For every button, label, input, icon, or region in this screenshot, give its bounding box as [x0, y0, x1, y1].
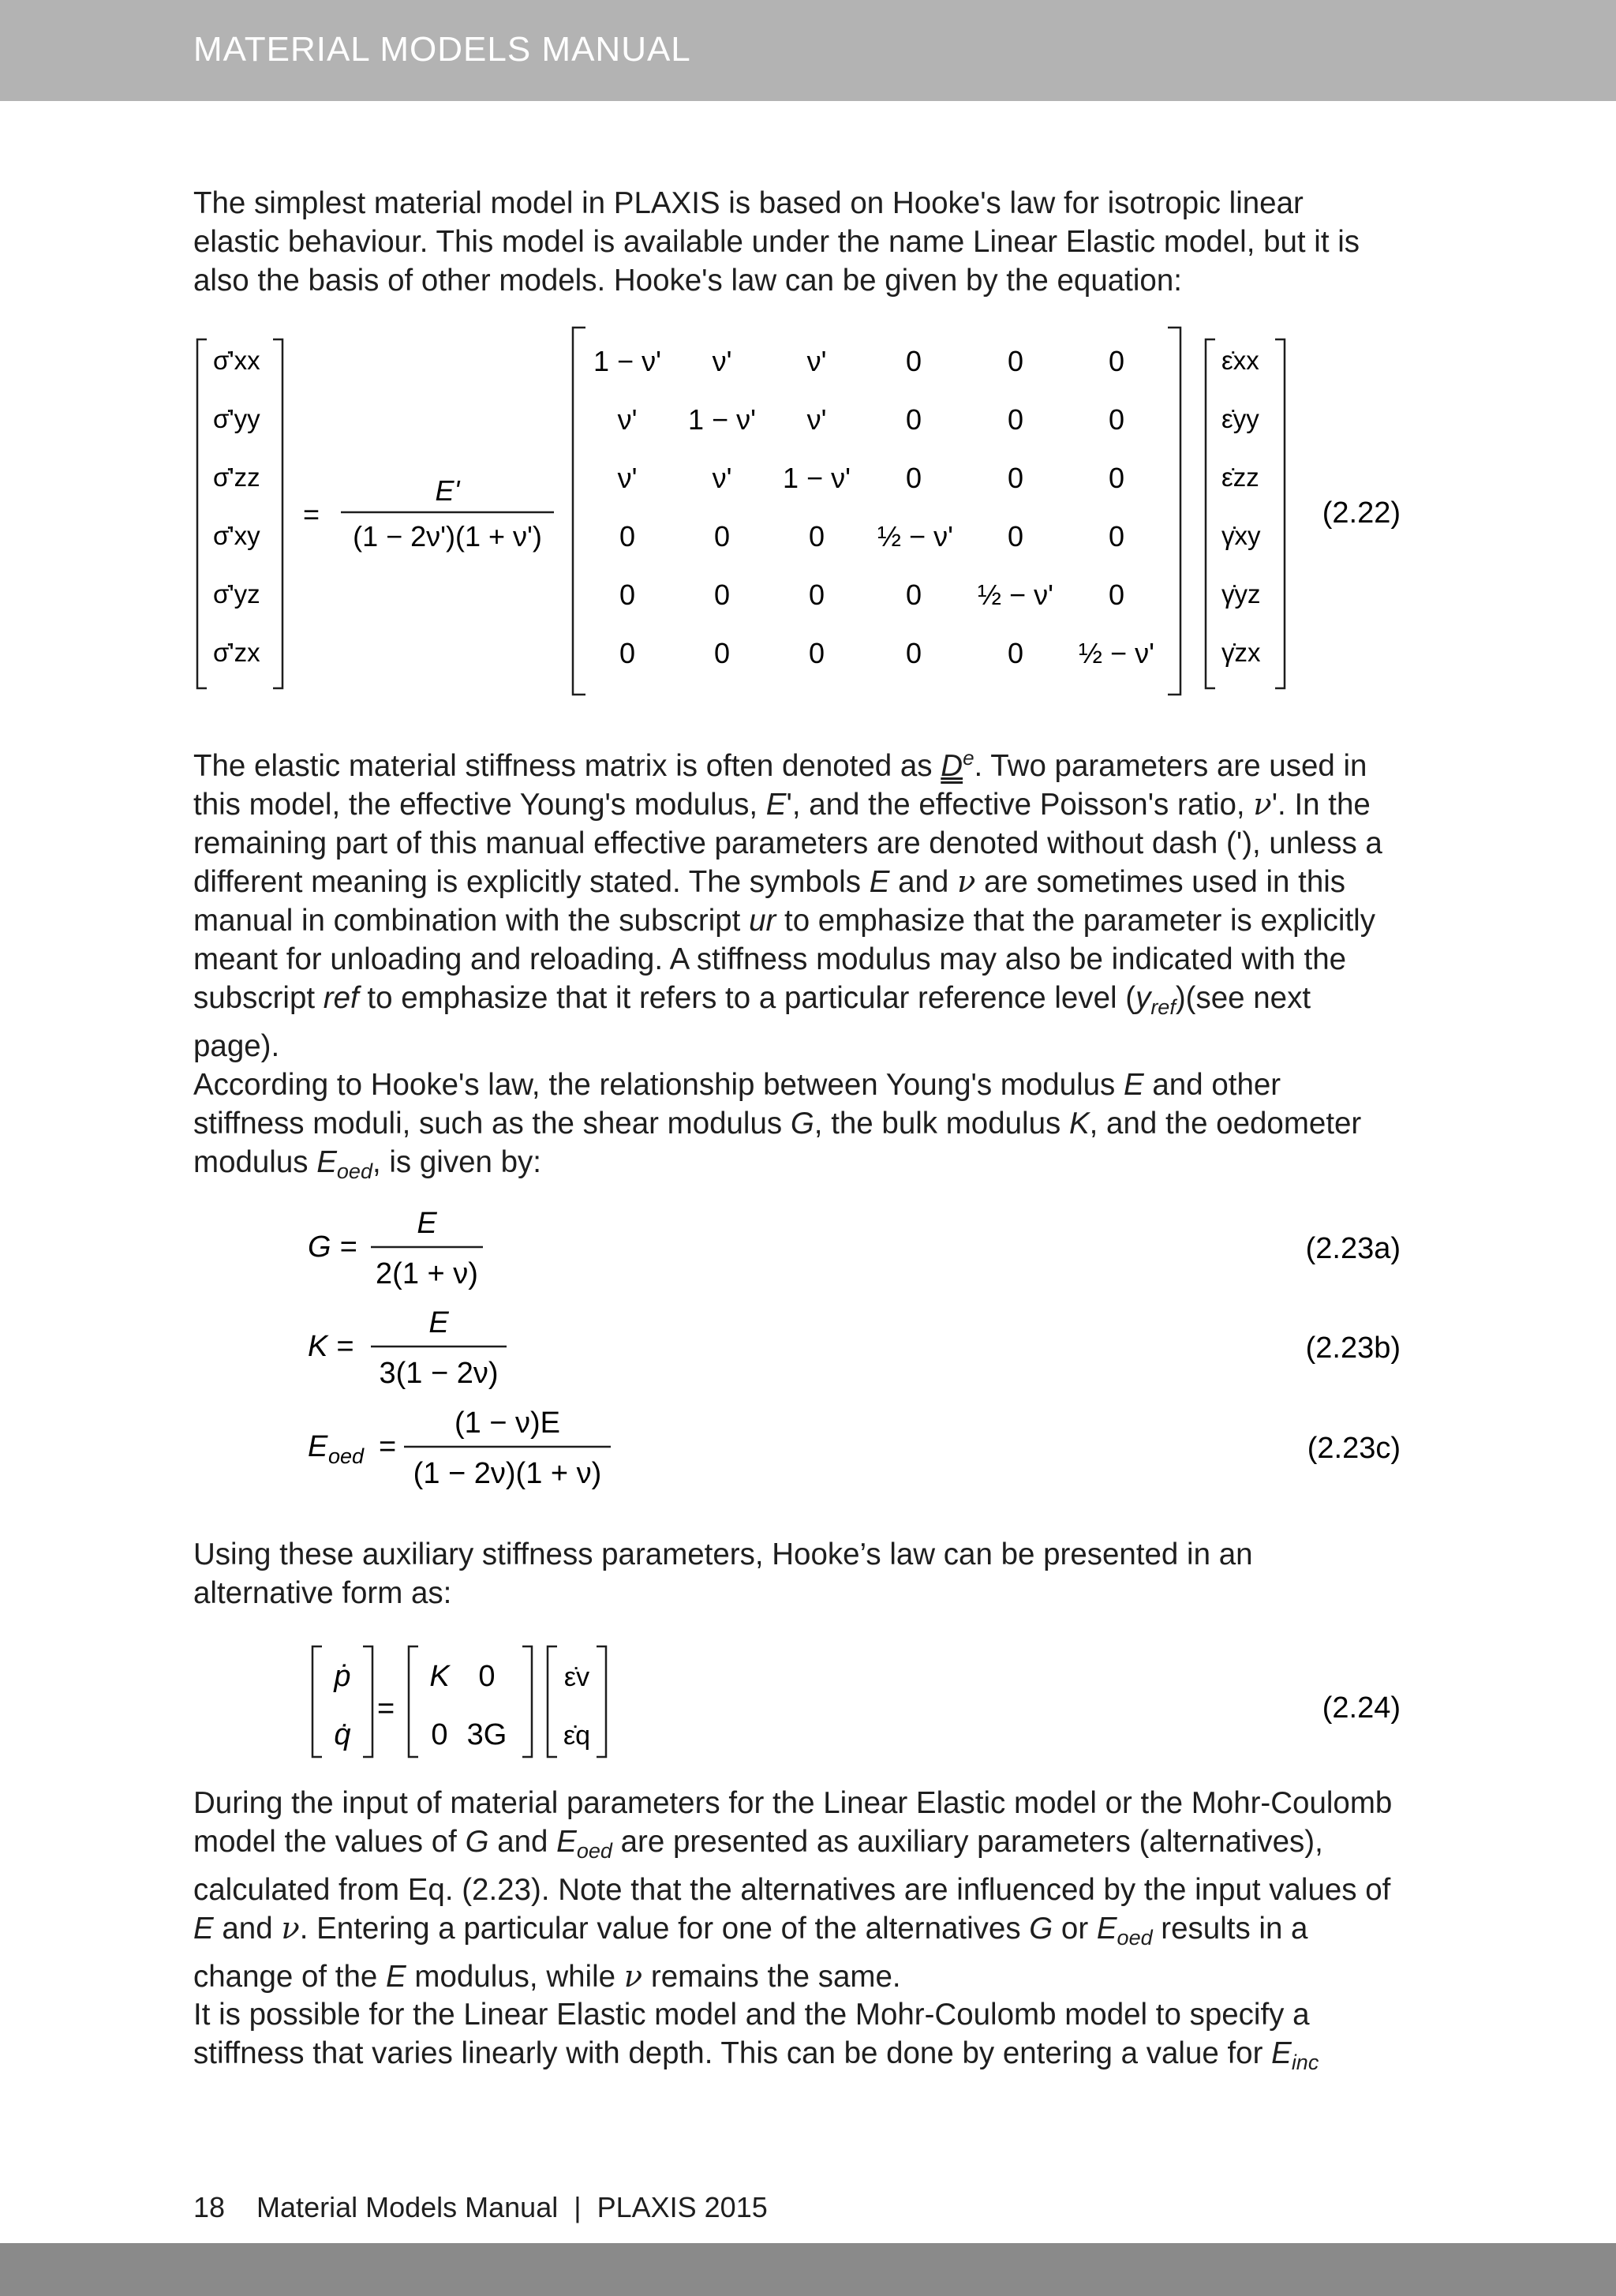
rhs-entry: γ̇zx	[1221, 638, 1261, 667]
equation-number: (2.23c)	[1307, 1432, 1401, 1465]
text-line: elastic behaviour. This model is available under the name Linear Elastic model, but it is	[193, 225, 1360, 259]
numerator: E	[417, 1207, 437, 1240]
rhs-entry: ε̇q	[563, 1721, 591, 1751]
matrix-cell: 1 − ν'	[593, 345, 661, 377]
rhs-entry: ε̇v	[563, 1662, 590, 1692]
lhs-entry: σ̇'yy	[213, 404, 260, 433]
text-line: this model, the effective Young's modulus, E', and the effective Poisson's ratio, ν'. In the	[193, 786, 1371, 822]
text-line: It is possible for the Linear Elastic model and the Mohr-Coulomb model to specify a	[193, 1998, 1310, 2032]
equations-2-23	[0, 1192, 1616, 1515]
equals-sign: =	[379, 1430, 397, 1463]
denominator: (1 − 2ν)(1 + ν)	[413, 1457, 602, 1490]
matrix-cell: K	[429, 1660, 450, 1693]
matrix-cell: 0	[1108, 403, 1125, 436]
lhs: G =	[308, 1230, 357, 1264]
matrix-cell: 3G	[466, 1718, 507, 1751]
equals-sign: =	[377, 1692, 395, 1725]
matrix-cell: 0	[1108, 520, 1125, 552]
matrix-cell: 0	[619, 637, 636, 669]
matrix-cell: 0	[905, 403, 922, 436]
paragraph-depth	[193, 1995, 1424, 2082]
numerator: (1 − ν)E	[454, 1406, 561, 1440]
lhs-entry: σ̇'zz	[213, 463, 260, 492]
paragraph-auxiliary	[193, 1535, 1424, 1612]
matrix-cell: ν'	[712, 462, 732, 494]
rhs-entry: γ̇yz	[1221, 579, 1261, 609]
text-line: E and ν. Entering a particular value for one of the alternatives G or $E_{oed}$ results in a	[193, 1911, 1308, 1950]
matrix-cell: 0	[1007, 520, 1024, 552]
numerator: E	[428, 1306, 449, 1339]
matrix-cell: 0	[1108, 345, 1125, 377]
header-title: MATERIAL MODELS MANUAL	[193, 30, 691, 69]
matrix-cell: 0	[808, 520, 825, 552]
text-line: subscript ref to emphasize that it refers to a particular reference level $(y_{ref})(see$ next	[193, 980, 1311, 1019]
matrix-cell: 0	[431, 1718, 448, 1751]
equation-number: (2.23a)	[1305, 1232, 1401, 1265]
text-line: meant for unloading and reloading. A stiffness modulus may also be indicated with the	[193, 942, 1347, 976]
paragraph-intro	[193, 184, 1424, 300]
matrix-cell: 0	[905, 462, 922, 494]
matrix-cell: 0	[619, 520, 636, 552]
footer-text: 18 Material Models Manual | PLAXIS 2015	[193, 2191, 768, 2223]
text-line: manual in combination with the subscript ur to emphasize that the parameter is explicitly	[193, 903, 1375, 938]
stiffness-matrix	[593, 345, 1154, 669]
footer-band	[0, 2243, 1616, 2296]
equation-number: (2.23b)	[1305, 1332, 1401, 1365]
lhs-entry: ṗ	[334, 1660, 351, 1693]
matrix-cell: 0	[905, 345, 922, 377]
text-line: The simplest material model in PLAXIS is based on Hooke's law for isotropic linear	[193, 186, 1304, 220]
lhs-entry: σ̇'zx	[213, 638, 260, 667]
matrix-cell: ν'	[617, 403, 638, 436]
text-line: page).	[193, 1028, 280, 1063]
matrix-cell: 0	[1108, 579, 1125, 611]
equation-2-24	[0, 1642, 1616, 1768]
matrix-cell: ½ − ν'	[1079, 637, 1154, 669]
text-line: model the values of G and $E_{oed}$ are presented as auxiliary parameters (alternatives),	[193, 1825, 1323, 1863]
lhs-entry: σ̇'xy	[213, 521, 260, 550]
paragraph-input	[193, 1784, 1424, 1996]
rhs-vector	[1221, 346, 1261, 667]
text-line: different meaning is explicitly stated. The symbols E and ν are sometimes used in this	[193, 863, 1346, 900]
matrix-cell: 0	[713, 520, 731, 552]
matrix-cell: ν'	[617, 462, 638, 494]
matrix-cell: 0	[1007, 637, 1024, 669]
text-line: stiffness that varies linearly with depth. This can be done by entering a value for $E_{inc}$	[193, 2036, 1319, 2074]
text-line: change of the E modulus, while ν remains the same.	[193, 1959, 901, 1994]
matrix-cell: ½ − ν'	[877, 520, 953, 552]
matrix-cell: 0	[808, 637, 825, 669]
text-line: also the basis of other models. Hooke's law can be given by the equation:	[193, 264, 1182, 298]
matrix-cell: 0	[808, 579, 825, 611]
text-line: Using these auxiliary stiffness parameters, Hooke’s law can be presented in an	[193, 1538, 1253, 1571]
matrix-cell: 0	[1007, 403, 1024, 436]
coef-numerator: E'	[435, 474, 460, 507]
rhs-entry: ε̇yy	[1221, 404, 1259, 433]
matrix-cell: 0	[713, 579, 731, 611]
denominator: 3(1 − 2ν)	[379, 1357, 499, 1390]
coef-denominator: (1 − 2ν')(1 + ν')	[353, 520, 542, 552]
matrix-cell: ν'	[806, 345, 827, 377]
equals-sign: =	[303, 498, 320, 530]
text-line: modulus $E_{oed}$, is given by:	[193, 1145, 541, 1183]
lhs-entry: q̇	[334, 1718, 351, 1751]
matrix-cell: 0	[1007, 462, 1024, 494]
lhs: E	[308, 1430, 328, 1463]
lhs-subscript: oed	[328, 1444, 365, 1468]
rhs-entry: γ̇xy	[1221, 521, 1261, 550]
lhs-entry: σ̇'yz	[213, 579, 260, 609]
lhs: K =	[308, 1330, 354, 1363]
matrix-cell: 0	[905, 579, 922, 611]
text-line: During the input of material parameters for the Linear Elastic model or the Mohr-Coulomb	[193, 1786, 1393, 1820]
text-line: The elastic material stiffness matrix is often denoted as De. Two parameters are used in	[193, 746, 1367, 783]
matrix-cell: 0	[1108, 462, 1125, 494]
text-line: remaining part of this manual effective parameters are denoted without dash ('), unless a	[193, 826, 1382, 860]
matrix-cell: 0	[1007, 345, 1024, 377]
matrix-cell: ½ − ν'	[978, 579, 1053, 611]
matrix-cell: 0	[905, 637, 922, 669]
rhs-entry: ε̇zz	[1221, 463, 1259, 492]
paragraph-moduli	[193, 1066, 1424, 1191]
text-line: calculated from Eq. (2.23). Note that the alternatives are influenced by the input values of	[193, 1873, 1391, 1907]
equation-number: (2.24)	[1322, 1691, 1401, 1725]
lhs-entry: σ̇'xx	[213, 346, 260, 375]
matrix-cell: ν'	[806, 403, 827, 436]
equation-2-22	[0, 316, 1616, 710]
matrix-cell: 0	[619, 579, 636, 611]
matrix-cell: 0	[713, 637, 731, 669]
equation-number: (2.22)	[1322, 496, 1401, 530]
matrix-cell: 1 − ν'	[783, 462, 851, 494]
text-line: stiffness moduli, such as the shear modulus G, the bulk modulus K, and the oedometer	[193, 1107, 1362, 1141]
text-line: According to Hooke's law, the relationship between Young's modulus E and other	[193, 1068, 1281, 1102]
rhs-entry: ε̇xx	[1221, 346, 1259, 375]
matrix-cell: 1 − ν'	[688, 403, 756, 436]
denominator: 2(1 + ν)	[376, 1257, 478, 1290]
lhs-vector	[213, 346, 260, 667]
matrix-cell: 0	[478, 1660, 496, 1693]
text-line: alternative form as:	[193, 1576, 452, 1610]
matrix-cell: ν'	[712, 345, 732, 377]
paragraph-stiffness-matrix	[193, 739, 1424, 1066]
